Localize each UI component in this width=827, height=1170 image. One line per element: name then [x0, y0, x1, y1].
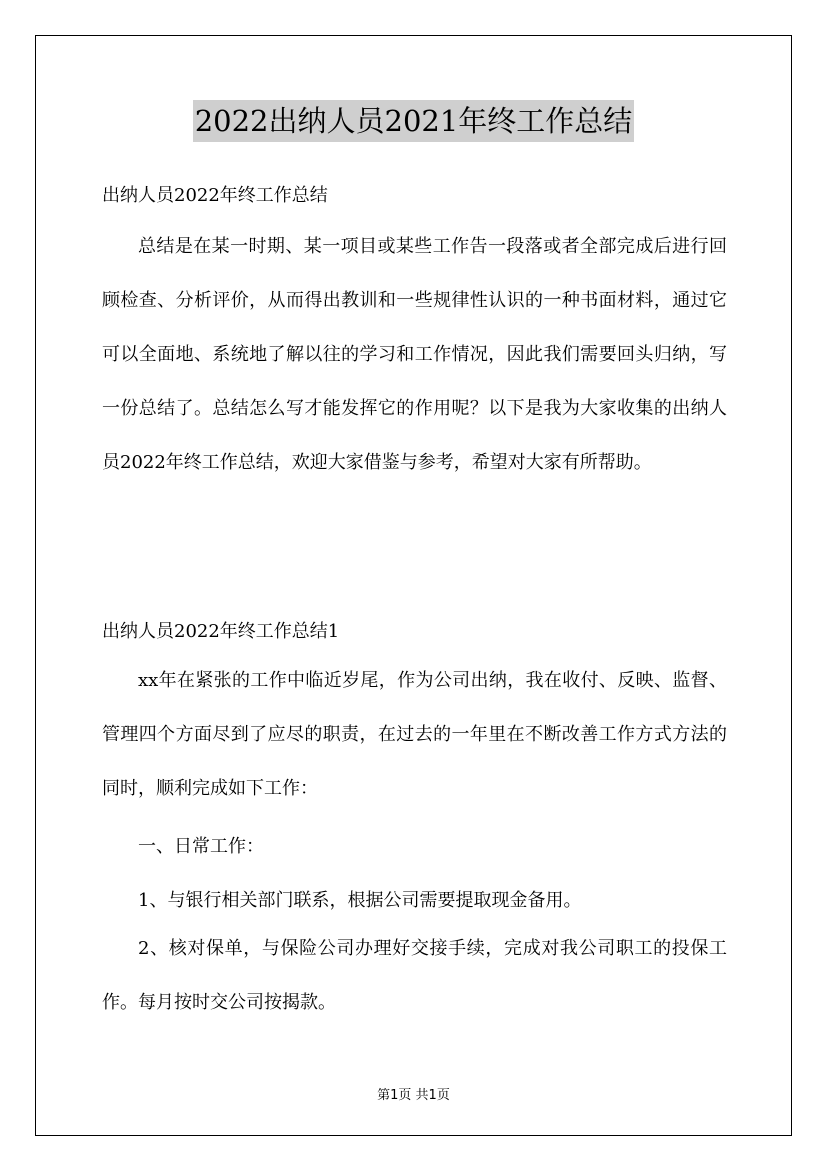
section-paragraph: xx年在紧张的工作中临近岁尾，作为公司出纳，我在收付、反映、监督、管理四个方面尽到了应尽的职责，在过去的一年里在不断改善工作方式方法的同时，顺利完成如下工作： — [102, 670, 727, 799]
item-heading: 一、日常工作： — [138, 836, 264, 857]
item-2-container — [102, 922, 727, 1030]
intro-paragraph-container — [102, 220, 727, 490]
item-1: 1、与银行相关部门联系，根据公司需要提取现金备用。 — [138, 890, 582, 911]
document-subtitle: 出纳人员2022年终工作总结 — [102, 185, 328, 206]
item-2: 2、核对保单，与保险公司办理好交接手续，完成对我公司职工的投保工作。每月按时交公司按揭款。 — [102, 938, 727, 1013]
title-container — [0, 100, 827, 142]
section-heading: 出纳人员2022年终工作总结1 — [102, 621, 340, 642]
page-footer: 第1页 共1页 — [377, 1088, 450, 1103]
section-paragraph-container — [102, 654, 727, 816]
document-title: 2022出纳人员2021年终工作总结 — [193, 100, 635, 142]
intro-paragraph: 总结是在某一时期、某一项目或某些工作告一段落或者全部完成后进行回顾检查、分析评价，从而得出教训和一些规律性认识的一种书面材料，通过它可以全面地、系统地了解以往的学习和工作情况，因此我们需要回头归纳，写一份总结了。总结怎么写才能发挥它的作用呢？以下是我为大家收集的出纳人员2022年终工作总结，欢迎大家借鉴与参考，希望对大家有所帮助。 — [102, 236, 727, 473]
